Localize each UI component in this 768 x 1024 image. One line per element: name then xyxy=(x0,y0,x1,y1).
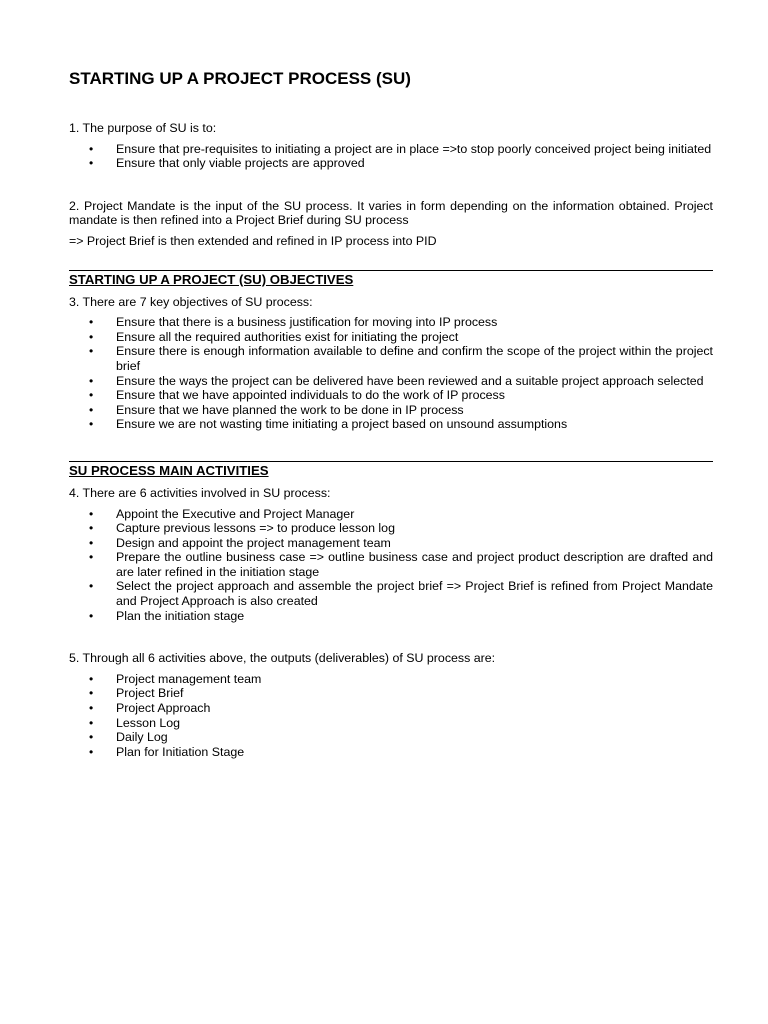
list-item xyxy=(69,344,713,373)
list-item xyxy=(69,403,713,418)
objectives-text: 3. There are 7 key objectives of SU process: xyxy=(69,294,313,309)
list-item xyxy=(69,745,713,760)
bullet-icon: • xyxy=(89,701,94,716)
document-title: STARTING UP A PROJECT PROCESS (SU) xyxy=(69,69,411,88)
list-item-text: Ensure that only viable projects are approved xyxy=(116,156,365,171)
list-item xyxy=(69,701,713,716)
bullet-icon: • xyxy=(89,344,94,359)
list-item-text: Select the project approach and assemble the project brief => Project Brief is refined from Project Mandate and Project Approach is also created xyxy=(116,579,713,609)
list-item xyxy=(69,579,713,608)
list-item-text: Design and appoint the project management team xyxy=(116,535,391,550)
bullet-icon: • xyxy=(89,686,94,701)
list-item xyxy=(69,550,713,579)
activities-heading: SU PROCESS MAIN ACTIVITIES xyxy=(69,462,269,478)
objectives-heading: STARTING UP A PROJECT (SU) OBJECTIVES xyxy=(69,271,354,287)
item2-text: 2. Project Mandate is the input of the SU process. It varies in form depending on the information obtained. Project mandate is then refined into a Project Brief during SU process xyxy=(69,198,713,228)
list-item-text: Project Approach xyxy=(116,701,211,716)
list-item xyxy=(69,388,713,403)
list-item-text: Appoint the Executive and Project Manager xyxy=(116,506,355,521)
outputs-bullet-list xyxy=(69,672,713,760)
bullet-icon: • xyxy=(89,579,94,594)
bullet-icon: • xyxy=(89,535,94,550)
bullet-icon: • xyxy=(89,388,94,403)
item1-text: 1. The purpose of SU is to: xyxy=(69,121,217,135)
bullet-icon: • xyxy=(89,730,94,745)
bullet-icon: • xyxy=(89,521,94,536)
list-item xyxy=(69,536,713,551)
list-item xyxy=(69,716,713,731)
list-item-text: Capture previous lessons => to produce lesson log xyxy=(116,521,395,536)
bullet-icon: • xyxy=(89,417,94,432)
bullet-icon: • xyxy=(89,141,94,156)
list-item-text: Ensure that we have appointed individuals to do the work of IP process xyxy=(116,388,505,403)
list-item-text: Daily Log xyxy=(116,730,168,745)
item1-bullet-list xyxy=(69,142,713,171)
bullet-icon: • xyxy=(89,329,94,344)
bullet-icon: • xyxy=(89,744,94,759)
list-item-text: Prepare the outline business case => outline business case and project product description are drafted and are later refined in the initiation stage xyxy=(116,550,713,579)
list-item xyxy=(69,507,713,522)
bullet-icon: • xyxy=(89,715,94,730)
bullet-icon: • xyxy=(89,315,94,330)
list-item-text: Ensure there is enough information available to define and confirm the scope of the project within the project brief xyxy=(116,344,713,373)
document-page xyxy=(69,68,713,759)
list-item-text: Plan for Initiation Stage xyxy=(116,744,245,759)
list-item xyxy=(69,330,713,345)
bullet-icon: • xyxy=(89,671,94,686)
bullet-icon: • xyxy=(89,156,94,171)
bullet-icon: • xyxy=(89,550,94,565)
list-item-text: Ensure the ways the project can be delivered have been reviewed and a suitable project approach selected xyxy=(116,373,704,388)
item2-note: => Project Brief is then extended and refined in IP process into PID xyxy=(69,233,437,248)
list-item xyxy=(69,142,713,157)
list-item-text: Project management team xyxy=(116,671,262,686)
outputs-text: 5. Through all 6 activities above, the outputs (deliverables) of SU process are: xyxy=(69,651,496,666)
bullet-icon: • xyxy=(89,608,94,623)
list-item xyxy=(69,609,713,624)
list-item xyxy=(69,686,713,701)
list-item-text: Plan the initiation stage xyxy=(116,608,245,623)
list-item xyxy=(69,521,713,536)
list-item-text: Ensure that there is a business justification for moving into IP process xyxy=(116,315,498,330)
bullet-icon: • xyxy=(89,373,94,388)
list-item xyxy=(69,417,713,432)
list-item-text: Ensure all the required authorities exist for initiating the project xyxy=(116,329,459,344)
list-item xyxy=(69,730,713,745)
list-item-text: Ensure that pre-requisites to initiating a project are in place =>to stop poorly conceived project being initiated xyxy=(116,141,712,156)
activities-bullet-list xyxy=(69,507,713,624)
list-item-text: Ensure that we have planned the work to be done in IP process xyxy=(116,402,464,417)
list-item-text: Lesson Log xyxy=(116,715,181,730)
list-item-text: Project Brief xyxy=(116,686,184,701)
list-item xyxy=(69,672,713,687)
objectives-bullet-list xyxy=(69,315,713,432)
activities-text: 4. There are 6 activities involved in SU process: xyxy=(69,485,331,500)
bullet-icon: • xyxy=(89,506,94,521)
list-item xyxy=(69,156,713,171)
list-item xyxy=(69,315,713,330)
list-item xyxy=(69,374,713,389)
bullet-icon: • xyxy=(89,402,94,417)
list-item-text: Ensure we are not wasting time initiating a project based on unsound assumptions xyxy=(116,417,568,432)
